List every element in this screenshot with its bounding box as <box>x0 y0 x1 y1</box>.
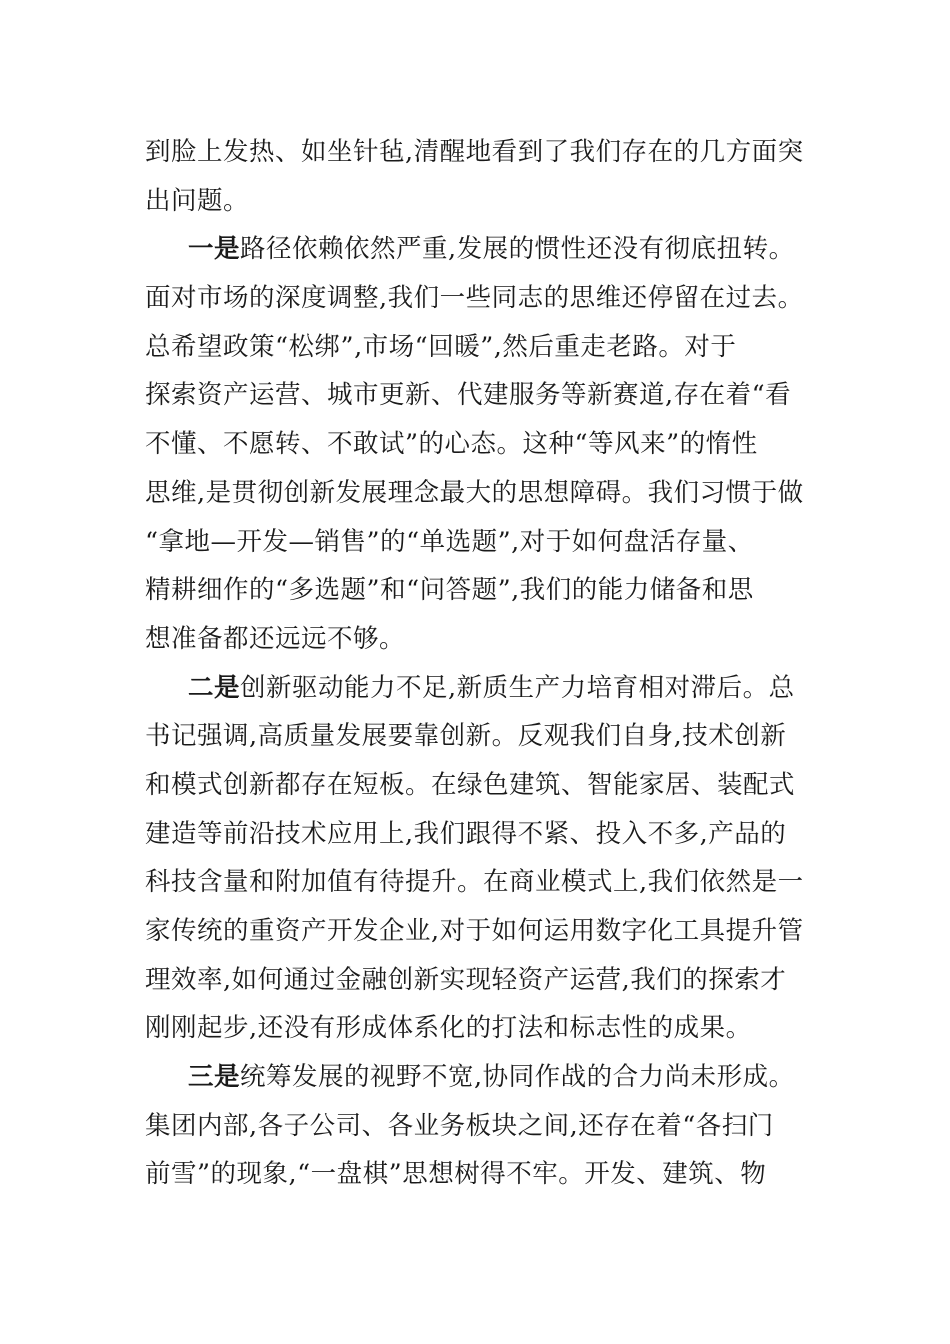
paragraph-first-line <box>145 225 800 274</box>
paragraph-point-two <box>145 664 804 1054</box>
paragraph-lead: 二是 <box>188 672 241 703</box>
text-line: 书记强调,高质量发展要靠创新。反观我们自身,技术创新 <box>145 721 787 752</box>
text-line: 精耕细作的“多选题”和“问答题”,我们的能力储备和思 <box>145 575 754 606</box>
text-line: 面对市场的深度调整,我们一些同志的思维还停留在过去。 <box>145 283 804 314</box>
paragraph-lead: 一是 <box>188 234 241 265</box>
text-span: 统筹发展的视野不宽,协同作战的合力尚未形成。 <box>240 1062 795 1093</box>
text-span: 路径依赖依然严重,发展的惯性还没有彻底扭转。 <box>240 234 795 265</box>
paragraph-point-one <box>145 225 804 663</box>
paragraph-first-line <box>145 1053 800 1102</box>
text-line: 刚刚起步,还没有形成体系化的打法和标志性的成果。 <box>145 1013 752 1044</box>
text-line: 不懂、不愿转、不敢试”的心态。这种“等风来”的惰性 <box>145 429 758 460</box>
paragraph-continuation <box>145 128 804 225</box>
paragraph-lead: 三是 <box>188 1062 241 1093</box>
text-line: 建造等前沿技术应用上,我们跟得不紧、投入不多,产品的 <box>145 818 787 849</box>
paragraph-first-line <box>145 664 800 713</box>
text-line: 总希望政策“松绑”,市场“回暖”,然后重走老路。对于 <box>145 331 737 362</box>
text-line: 思维,是贯彻创新发展理念最大的思想障碍。我们习惯于做 <box>145 477 804 508</box>
document-page <box>145 128 804 1199</box>
text-line: 集团内部,各子公司、各业务板块之间,还存在着“各扫门 <box>145 1110 774 1141</box>
text-line: 家传统的重资产开发企业,对于如何运用数字化工具提升管 <box>145 916 804 946</box>
text-line: 出问题。 <box>145 185 250 216</box>
text-line: 前雪”的现象,“一盘棋”思想树得不牢。开发、建筑、物 <box>145 1159 767 1190</box>
text-line: 和模式创新都存在短板。在绿色建筑、智能家居、装配式 <box>145 769 796 800</box>
text-line: 到脸上发热、如坐针毡,清醒地看到了我们存在的几方面突 <box>145 137 804 167</box>
text-line: 想准备都还远远不够。 <box>145 623 406 654</box>
text-line: “拿地—开发—销售”的“单选题”,对于如何盘活存量、 <box>145 526 754 557</box>
text-line: 探索资产运营、城市更新、代建服务等新赛道,存在着“看 <box>145 380 792 411</box>
text-span: 创新驱动能力不足,新质生产力培育相对滞后。总 <box>240 672 795 703</box>
paragraph-point-three <box>145 1053 800 1199</box>
text-line: 理效率,如何通过金融创新实现轻资产运营,我们的探索才 <box>145 964 787 995</box>
text-line: 科技含量和附加值有待提升。在商业模式上,我们依然是一 <box>145 867 804 898</box>
